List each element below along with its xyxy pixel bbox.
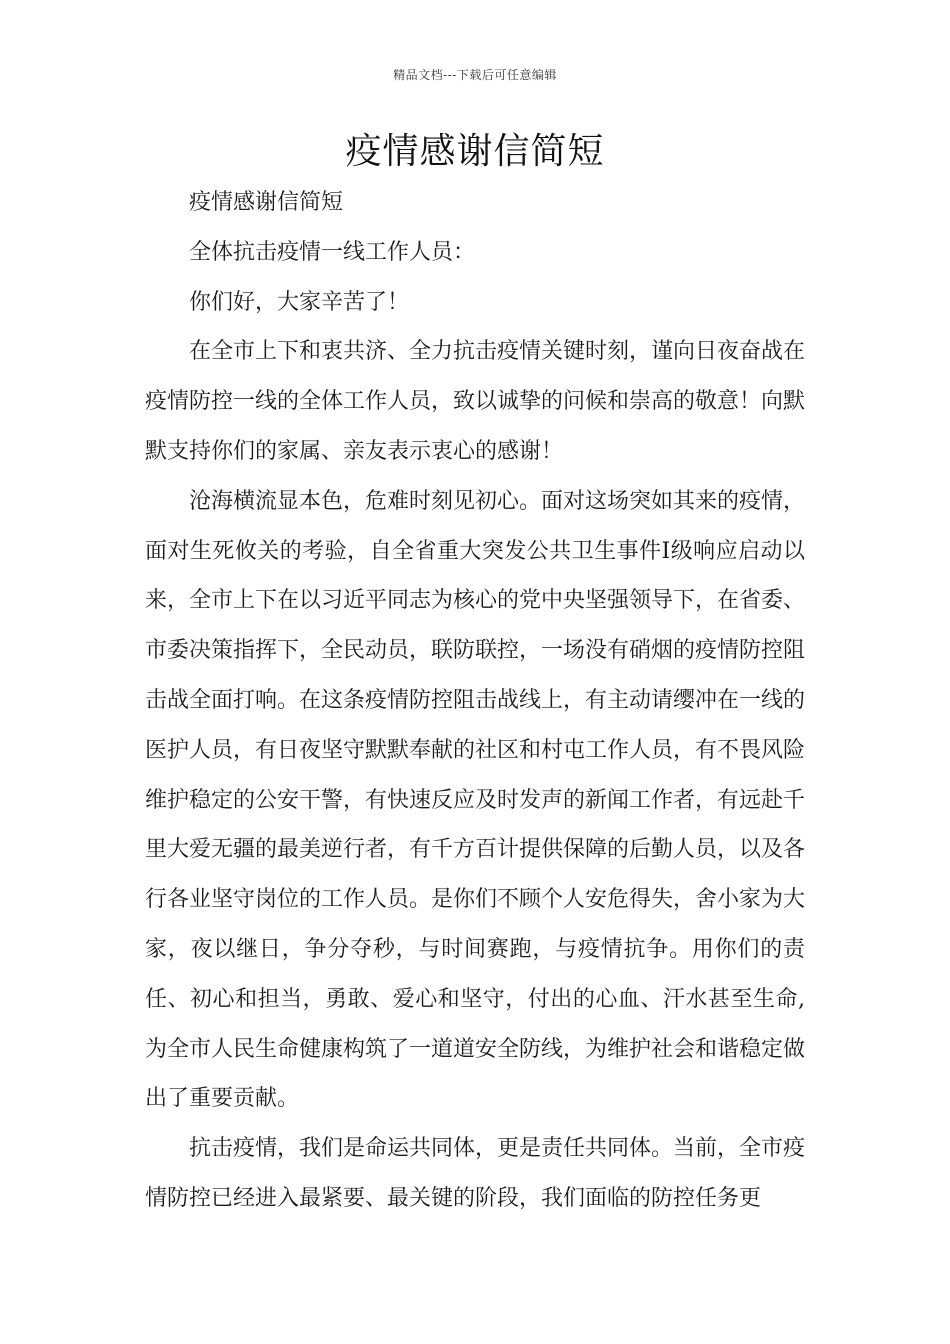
paragraph-subtitle: 疫情感谢信简短 <box>189 190 344 215</box>
paragraph-body: 抗击疫情，我们是命运共同体，更是责任共同体。当前，全市疫情防控已经进入最紧要、最关键的阶段，我们面临的防控任务更 <box>145 1136 806 1211</box>
paragraph-body: 在全市上下和衷共济、全力抗击疫情关键时刻，谨向日夜奋战在疫情防控一线的全体工作人员，致以诚挚的问候和崇高的敬意！向默默支持你们的家属、亲友表示衷心的感谢！ <box>145 339 806 464</box>
page-header-note: 精品文档---下载后可任意编辑 <box>393 68 557 82</box>
paragraph-salutation: 全体抗击疫情一线工作人员： <box>189 239 476 265</box>
paragraph-body: 沧海横流显本色，危难时刻见初心。面对这场突如其来的疫情，面对生死攸关的考验，自全省重大突发公共卫生事件Ⅰ级响应启动以来，全市上下在以习近平同志为核心的党中央坚强领导下，在省委、市委决策指挥下，全民动员，联防联控，一场没有硝烟的疫情防控阻击战全面打响。在这条疫情防控阻击战线上，有主动请缨冲在一线的医护人员，有日夜坚守默默奉献的社区和村屯工作人员，有不畏风险维护稳定的公安干警，有快速反应及时发声的新闻工作者，有远赴千里大爱无疆的最美逆行者，有千方百计提供保障的后勤人员，以及各行各业坚守岗位的工作人员。是你们不顾个人安危得失，舍小家为大家，夜以继日，争分夺秒，与时间赛跑，与疫情抗争。用你们的责任、初心和担当，勇敢、爱心和坚守，付出的心血、汗水甚至生命,为全市人民生命健康构筑了一道道安全防线，为维护社会和谐稳定做出了重要贡献。 <box>145 488 806 1112</box>
document-body <box>145 178 805 1224</box>
paragraph-greeting: 你们好，大家辛苦了！ <box>189 289 410 315</box>
document-title: 疫情感谢信简短 <box>345 131 605 172</box>
